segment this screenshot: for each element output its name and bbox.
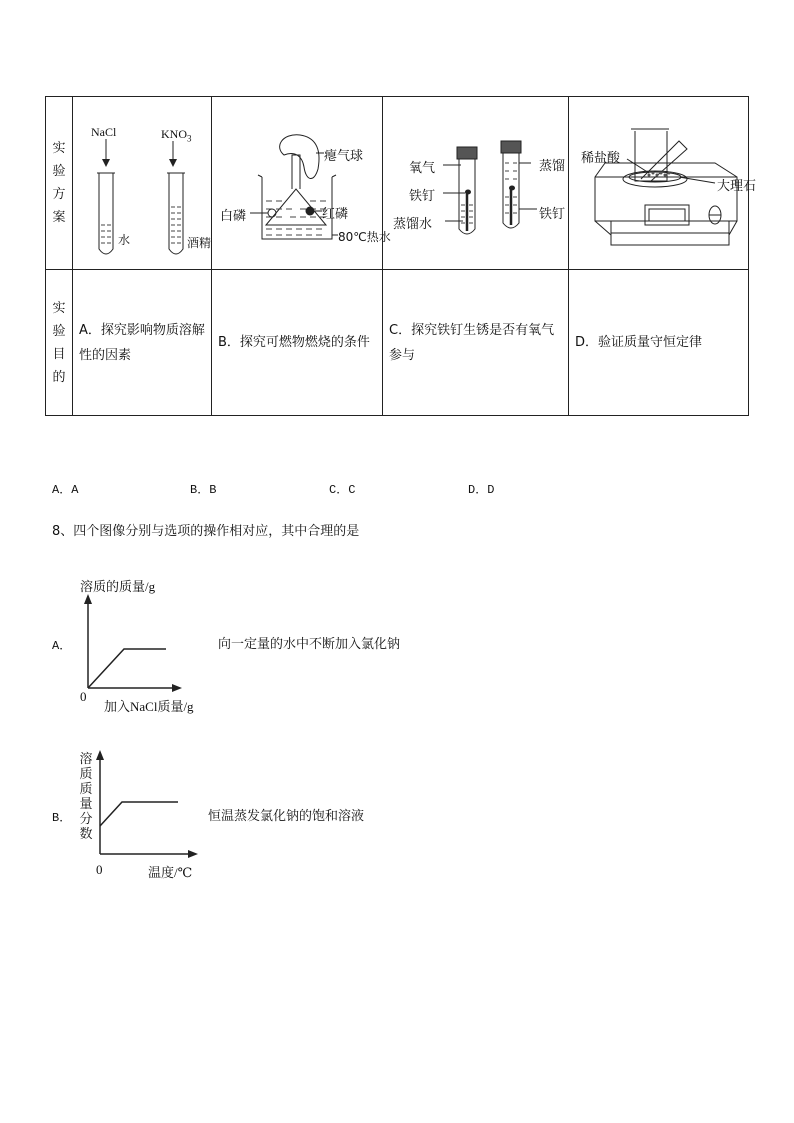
row-header-char: 实 xyxy=(52,141,66,156)
graph-a-plot xyxy=(80,594,190,694)
graph-a-xlabel: 加入NaCl质量/g xyxy=(104,699,194,714)
graph-b-option: B． xyxy=(52,811,72,825)
row-header-char: 方 xyxy=(52,187,66,202)
row-header-char: 实 xyxy=(52,300,66,316)
red-phosphorus-label: 红磷 xyxy=(322,207,349,222)
nail-label-1: 铁钉 xyxy=(409,189,436,204)
graph-b-origin: 0 xyxy=(96,862,103,877)
row-header-char: 案 xyxy=(52,210,66,225)
scheme-row-header xyxy=(46,97,73,270)
question-8: 8、四个图像分别与选项的操作相对应，其中合理的是 xyxy=(52,524,360,539)
balloon-label: 瘪气球 xyxy=(324,149,364,164)
hot-water-label: 80℃热水 xyxy=(338,230,391,244)
experiment-table xyxy=(45,96,757,416)
purpose-cell-c: C．探究铁钉生锈是否有氧气参与 xyxy=(383,270,569,416)
purpose-cell-d: D．验证质量守恒定律 xyxy=(569,270,749,416)
graph-b-ylabel xyxy=(78,752,94,842)
row-header-char: 验 xyxy=(52,323,66,339)
kno3-label xyxy=(161,127,192,143)
marble-label: 大理石 xyxy=(717,179,757,194)
graph-a-origin: 0 xyxy=(80,689,87,704)
ylabel-char: 量 xyxy=(79,797,93,812)
graph-a-block xyxy=(0,570,794,720)
scheme-cell-b xyxy=(212,97,391,270)
scheme-row xyxy=(46,97,749,270)
ylabel-char: 质 xyxy=(79,767,93,782)
purpose-row xyxy=(46,270,749,416)
distilled-water-label-2: 蒸馏 xyxy=(539,159,566,174)
graph-a-option: A． xyxy=(52,639,72,653)
graph-b-description: 恒温蒸发氯化钠的饱和溶液 xyxy=(208,809,365,824)
graph-a-ylabel: 溶质的质量/g xyxy=(80,579,156,594)
ylabel-char: 数 xyxy=(79,827,93,842)
purpose-cell-b: B．探究可燃物燃烧的条件 xyxy=(212,270,383,416)
scheme-cell-c xyxy=(383,97,569,270)
scheme-cell-d xyxy=(569,97,757,270)
option-d[interactable]: D．D xyxy=(468,483,495,497)
graph-b-plot xyxy=(94,748,204,860)
option-b[interactable]: B．B xyxy=(190,483,217,497)
row-header-char: 验 xyxy=(52,164,66,179)
purpose-row-header xyxy=(46,270,73,416)
ylabel-char: 质 xyxy=(79,782,93,797)
water-label: 水 xyxy=(118,233,131,247)
row-header-char: 的 xyxy=(52,369,66,385)
row-header-char: 目 xyxy=(52,346,66,362)
rusting-diagram xyxy=(383,97,568,269)
option-c[interactable]: C．C xyxy=(329,483,356,497)
oxygen-label: 氧气 xyxy=(409,161,436,176)
ylabel-char: 溶 xyxy=(79,752,93,767)
graph-a-description: 向一定量的水中不断加入氯化钠 xyxy=(218,637,401,652)
acid-label: 稀盐酸 xyxy=(581,151,621,166)
kno3-label-sub: 3 xyxy=(187,133,192,144)
option-a[interactable]: A．A xyxy=(52,483,79,497)
ylabel-char: 分 xyxy=(79,812,93,827)
nail-label-2: 铁钉 xyxy=(539,207,566,222)
nacl-label: NaCl xyxy=(91,125,117,139)
scheme-cell-a xyxy=(73,97,212,270)
graph-b-xlabel: 温度/℃ xyxy=(148,865,193,880)
white-phosphorus-label: 白磷 xyxy=(220,209,247,224)
purpose-cell-a: A．探究影响物质溶解性的因素 xyxy=(73,270,212,416)
kno3-label-main: KNO xyxy=(161,127,187,141)
graph-b-block xyxy=(0,748,794,888)
alcohol-label: 酒精 xyxy=(187,236,212,250)
distilled-water-label-1: 蒸馏水 xyxy=(393,217,433,232)
